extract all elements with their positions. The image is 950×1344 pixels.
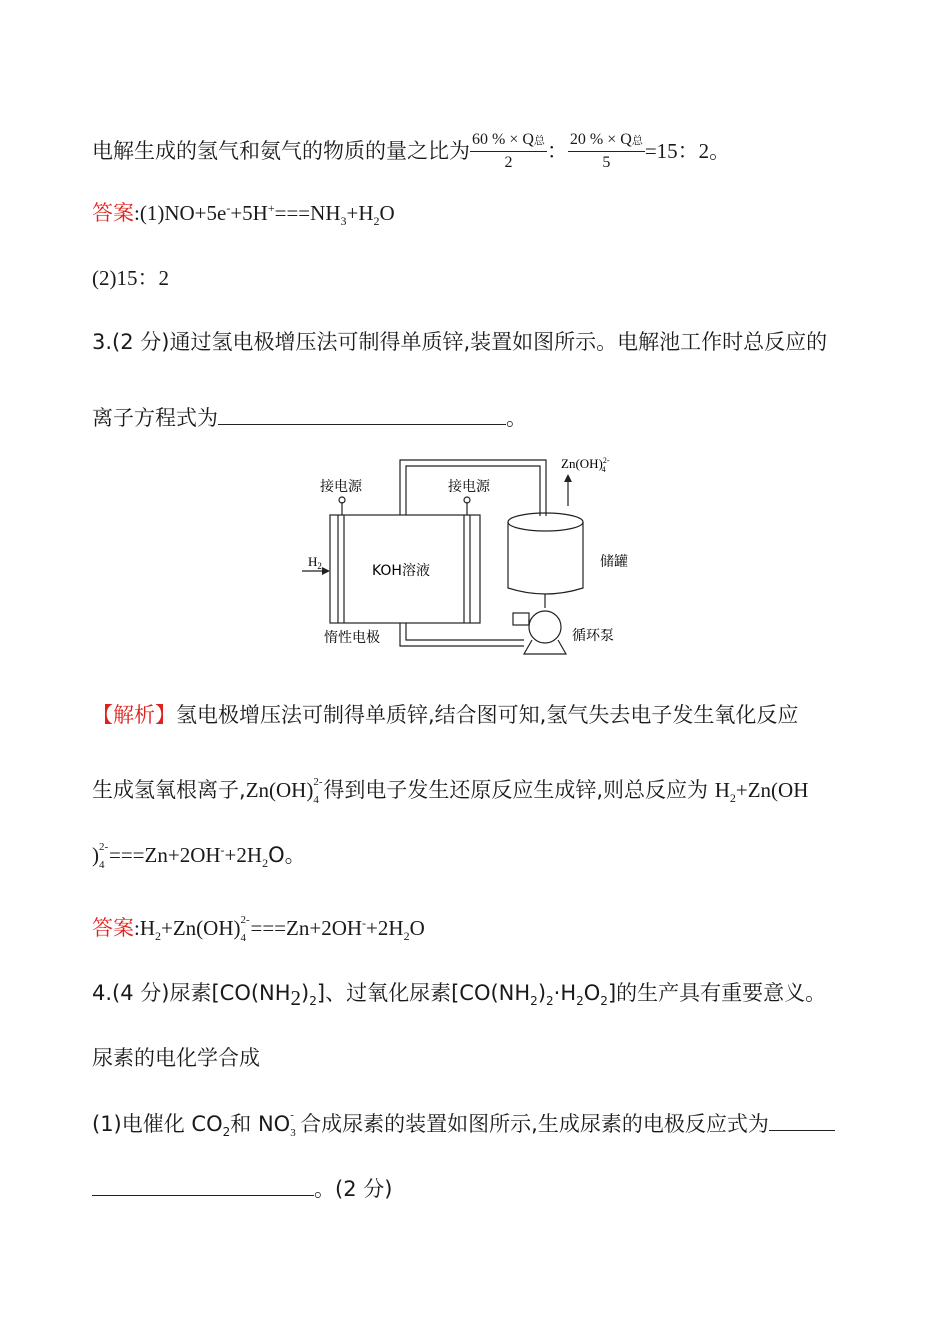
question-4-line-1: 4.(4 分)尿素$[CO(NH_2)_2]$、过氧化尿素$[CO(NH_2)_2\cdot H_2O_2]$的生产具有重要意义。 (92, 981, 827, 1011)
fraction-hydrogen: $\frac{\text{60 \% × Q总}}{2}$ (472, 131, 545, 171)
analysis-line-3: ) 2- 4 $===Zn+2OH^-+2H_2O$。 (92, 841, 306, 872)
answer-blank[interactable] (218, 402, 506, 425)
analysis-line-2: 生成氢氧根离子,Zn(OH) 2- 4 得到电子发生还原反应生成锌,则总反应为 $H_2+Zn(OH$ (92, 776, 809, 807)
ratio-result: =15：2。 (644, 139, 731, 163)
question-4-line-3: (1)电催化 $CO_2$和 NO - 3 合成尿素的装置如图所示,生成尿素的电极反应式为 (92, 1108, 835, 1139)
label-power-right: 接电源 (448, 479, 490, 495)
circulation-pump (529, 611, 561, 643)
section-heading: 尿素的电化学合成 (92, 1046, 260, 1070)
answer-line-2: (2)15：2 (92, 266, 169, 290)
answer-label: 答案 (92, 201, 134, 225)
answer-blank-part2[interactable] (92, 1173, 314, 1196)
answer-equation: $:H_2+Zn(OH)$ 2- 4 $===Zn+2OH^-+2H_2O$ (134, 914, 425, 945)
electrolysis-diagram (300, 450, 630, 665)
label-pump: 循环泵 (572, 628, 614, 644)
question-3-line-1: 3.(2 分)通过氢电极增压法可制得单质锌,装置如图所示。电解池工作时总反应的 (92, 330, 828, 354)
analysis-label: 【解析】 (92, 703, 176, 727)
answer-line-3 (92, 913, 425, 943)
question-4-line-4: 。(2 分) (92, 1173, 392, 1204)
label-power-left: 接电源 (320, 479, 362, 495)
label-h2: $H_2$ (308, 554, 322, 571)
storage-tank (508, 522, 583, 594)
ratio-colon: ： (546, 139, 568, 163)
label-tank: 储罐 (600, 554, 628, 570)
question-3-line-2: 离子方程式为 。 (92, 402, 527, 433)
answer-label: 答案 (92, 916, 134, 940)
answer-equation: $:(1)NO+5e^-+5H^+===NH_3+H_2O$ (134, 201, 395, 229)
ratio-line (92, 130, 730, 174)
answer-blank-part1[interactable] (769, 1108, 835, 1131)
label-koh: KOH溶液 (372, 563, 430, 579)
label-electrode: 惰性电极 (324, 630, 380, 646)
label-zincate: Zn(OH)$^{2-}$4 (561, 456, 610, 474)
ratio-prefix: 电解生成的氢气和氨气的物质的量之比为 (92, 139, 470, 163)
analysis-line-1: 【解析】氢电极增压法可制得单质锌,结合图可知,氢气失去电子发生氧化反应 (92, 703, 799, 727)
fraction-ammonia: $\frac{\text{20 \% × Q总}}{5}$ (569, 131, 643, 171)
answer-line-1 (92, 198, 395, 228)
